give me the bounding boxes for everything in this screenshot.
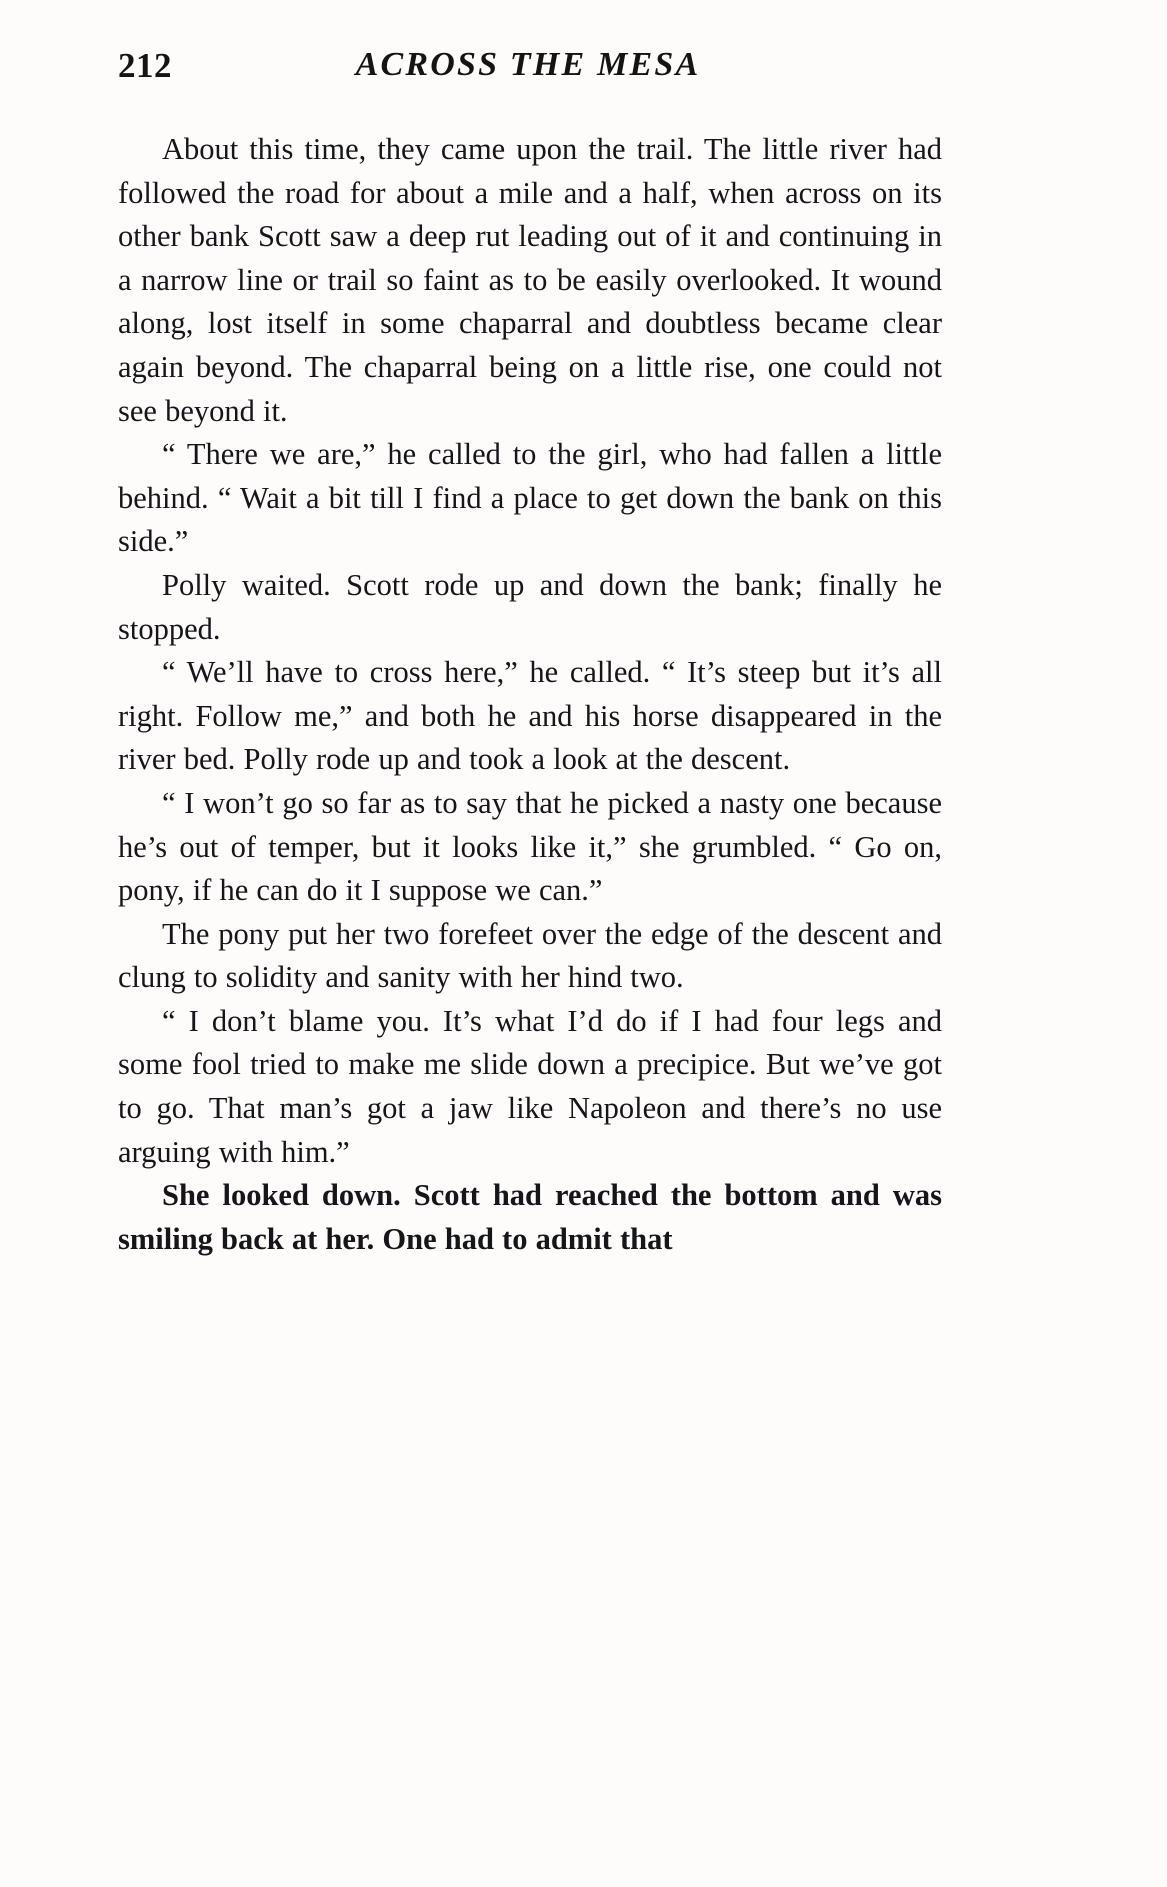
page-header — [118, 46, 938, 96]
paragraph: About this time, they came upon the trail. The little river had followed the road for about a mile and a half, when across on its other bank Scott saw a deep rut leading out of it and continuing in a narrow line or trail so faint as to be easily overlooked. It wound along, lost itself in some chaparral and doubtless became clear again beyond. The chaparral being on a little rise, one could not see beyond it. — [118, 132, 942, 428]
paragraph: “ I don’t blame you. It’s what I’d do if I had four legs and some fool tried to make me slide down a precipice. But we’ve got to go. That man’s got a jaw like Napoleon and there’s no use arguing with him.” — [118, 1003, 942, 1169]
paragraph: “ I won’t go so far as to say that he picked a nasty one because he’s out of temper, but it looks like it,” she grumbled. “ Go on, pony, if he can do it I suppose we can.” — [118, 785, 942, 908]
paragraph: Polly waited. Scott rode up and down the bank; finally he stopped. — [118, 567, 942, 646]
page-number: 212 — [118, 46, 172, 85]
page-body — [118, 128, 942, 1261]
paragraph: She looked down. Scott had reached the bottom and was smiling back at her. One had to admit that — [118, 1178, 942, 1256]
paragraph: The pony put her two forefeet over the edge of the descent and clung to solidity and sanity with her hind two. — [118, 916, 942, 995]
running-head: ACROSS THE MESA — [355, 46, 701, 83]
paragraph: “ There we are,” he called to the girl, who had fallen a little behind. “ Wait a bit till I find a place to get down the bank on this side.” — [118, 437, 942, 559]
paragraph: “ We’ll have to cross here,” he called. “ It’s steep but it’s all right. Follow me,” and both he and his horse disappeared in the river bed. Polly rode up and took a look at the descent. — [118, 655, 942, 777]
